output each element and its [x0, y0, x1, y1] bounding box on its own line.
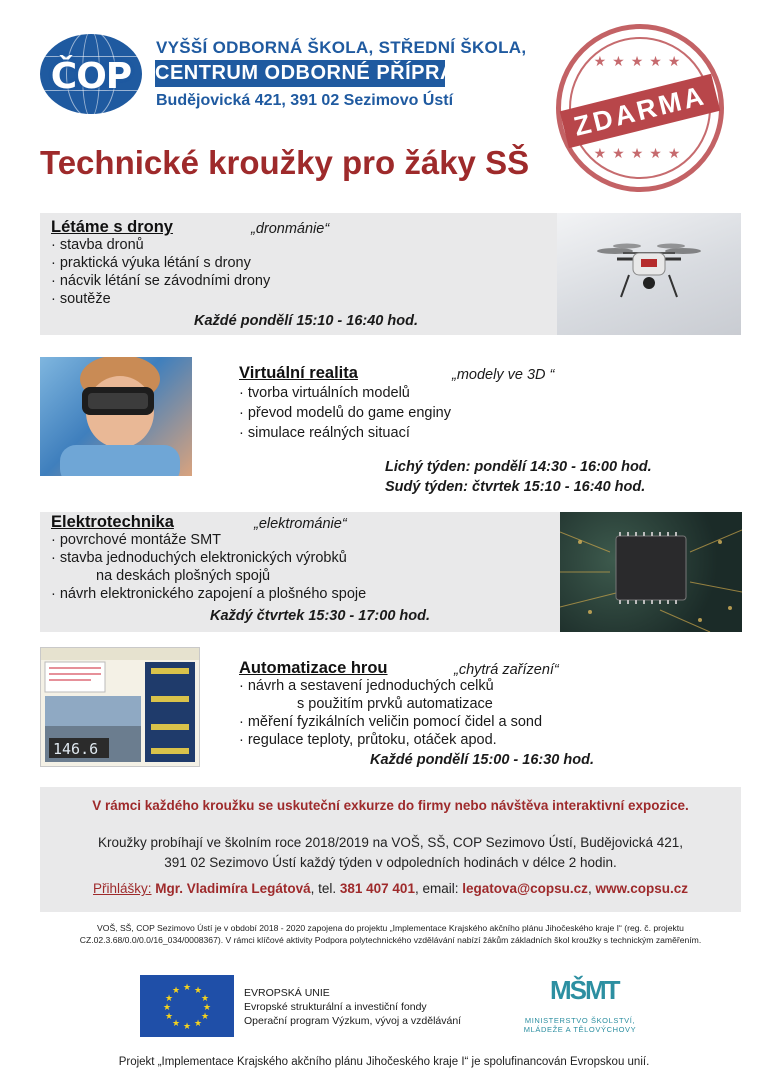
schedule-note: [40, 833, 741, 873]
contact-email-link[interactable]: legatova@copsu.cz: [462, 881, 588, 896]
email-label: , email:: [414, 881, 459, 896]
activity-nickname: „elektrománie“: [254, 516, 347, 532]
project-note: [40, 922, 741, 946]
list-item: · stavba jednoduchých elektronických výrobků: [51, 550, 347, 566]
list-item: · povrchové montáže SMT: [51, 532, 222, 548]
list-item: · stavba dronů: [51, 237, 144, 253]
school-address: Budějovická 421, 391 02 Sezimovo Ústí: [156, 92, 454, 109]
list-item: · převod modelů do game enginy: [239, 405, 451, 421]
contact-phone: 381 407 401: [339, 881, 415, 896]
svg-text:★: ★: [164, 994, 174, 1004]
list-item: · tvorba virtuálních modelů: [239, 385, 410, 401]
chip-photo: [560, 512, 742, 632]
stamp-stars-icon: ★★★★★: [593, 54, 687, 70]
automation-screen-photo: [40, 647, 200, 767]
list-item: · návrh a sestavení jednoduchých celků: [239, 678, 494, 694]
eu-flag-icon: [140, 975, 234, 1037]
activity-electronics: [51, 513, 556, 629]
list-item: · měření fyzikálních veličin pomocí čidel a sond: [239, 714, 543, 730]
cop-logo: [40, 34, 142, 114]
svg-text:★: ★: [171, 1019, 181, 1029]
activity-drones: [51, 218, 551, 330]
list-item: · regulace teploty, průtoku, otáček apod.: [239, 732, 497, 748]
svg-text:★: ★: [202, 1003, 212, 1013]
list-item: · praktická výuka létání s drony: [51, 255, 251, 271]
msmt-line1: MINISTERSTVO ŠKOLSTVÍ,: [524, 1016, 636, 1025]
page-title: Technické kroužky pro žáky SŠ: [40, 144, 530, 181]
eu-line2: Evropské strukturální a investiční fondy: [244, 1001, 427, 1013]
activity-time-odd: Lichý týden: pondělí 14:30 - 16:00 hod.: [385, 459, 652, 475]
project-note-line2: CZ.02.3.68/0.0/0.0/16_034/0008367). V rámci klíčové aktivity Podpora polytechnického vzdělávání nabízí žákům základních škol kroužky s technickým zaměřením.: [79, 935, 702, 945]
free-stamp: [556, 24, 724, 192]
signup-contact: Přihlášky: Mgr. Vladimíra Legátová, tel. 381 407 401, email: legatova@copsu.cz, www.copsu.cz: [93, 881, 688, 896]
svg-text:★: ★: [171, 986, 181, 996]
vr-photo: [40, 357, 192, 476]
svg-text:★: ★: [182, 1022, 192, 1032]
list-item: · soutěže: [51, 291, 111, 307]
activity-time: Každé pondělí 15:10 - 16:40 hod.: [194, 313, 418, 329]
contact-name: Mgr. Vladimíra Legátová: [155, 881, 311, 896]
activity-title: Virtuální realita: [239, 364, 358, 382]
logo-text: ČOP: [50, 56, 132, 97]
stamp-label: ZDARMA: [560, 74, 721, 149]
activity-time-even: Sudý týden: čtvrtek 15:10 - 16:40 hod.: [385, 479, 646, 495]
stamp-stars-bottom-icon: ★★★★★: [593, 146, 687, 162]
svg-text:★: ★: [162, 1003, 172, 1013]
list-item: · návrh elektronického zapojení a plošného spoje: [51, 586, 367, 602]
svg-text:★: ★: [193, 986, 203, 996]
activity-nickname: „modely ve 3D “: [452, 367, 555, 383]
svg-text:★: ★: [200, 1012, 210, 1022]
cofinancing-note: Projekt „Implementace Krajského akčního plánu Jihočeského kraje I“ je spolufinancován Evropskou unií.: [118, 1056, 650, 1068]
info-box: [40, 787, 741, 912]
eu-line3: Operační program Výzkum, vývoj a vzdělávání: [244, 1015, 462, 1027]
svg-text:★: ★: [164, 1012, 174, 1022]
project-note-line1: VOŠ, SŠ, COP Sezimovo Ústí je v období 2018 - 2020 zapojena do projektu „Implementace Krajského akčního plánu Jihočeského kraje I“ (reg. č. projektu: [97, 923, 684, 933]
list-item: · simulace reálných situací: [239, 425, 410, 441]
plc-display-value: 146.6: [53, 740, 99, 758]
eu-line1: EVROPSKÁ UNIE: [244, 987, 330, 999]
list-item-continued: s použitím prvků automatizace: [297, 696, 493, 712]
eu-funds-text: [244, 986, 461, 1028]
drone-photo: [557, 213, 741, 335]
activity-title: Automatizace hrou: [239, 659, 388, 677]
msmt-line2: MLÁDEŽE A TĚLOVÝCHOVY: [523, 1025, 637, 1034]
activity-time: Každý čtvrtek 15:30 - 17:00 hod.: [210, 608, 431, 624]
activity-title: Elektrotechnika: [51, 513, 174, 531]
activity-nickname: „chytrá zařízení“: [454, 662, 559, 678]
list-item: · nácvik létání se závodními drony: [51, 273, 271, 289]
activity-time: Každé pondělí 15:00 - 16:30 hod.: [370, 752, 594, 768]
activity-vr: [239, 364, 719, 498]
activity-title: Létáme s drony: [51, 218, 173, 236]
activity-nickname: „dronmánie“: [251, 221, 330, 237]
svg-text:★: ★: [193, 1019, 203, 1029]
signup-label: Přihlášky:: [93, 881, 152, 896]
msmt-label: [520, 1016, 640, 1034]
excursion-note: V rámci každého kroužku se uskuteční exkurze do firmy nebo návštěva interaktivní expozice.: [92, 798, 689, 813]
schedule-line2: 391 02 Sezimovo Ústí každý týden v odpoledních hodinách v délce 2 hodin.: [164, 855, 617, 870]
school-name-line2: CENTRUM ODBORNÉ PŘÍPRAVY: [155, 60, 445, 87]
website-link[interactable]: www.copsu.cz: [595, 881, 688, 896]
activity-automation: [239, 659, 719, 771]
svg-text:★: ★: [200, 994, 210, 1004]
msmt-mark-icon: MŠMT: [550, 975, 619, 1005]
msmt-logo: [520, 970, 640, 1032]
tel-label: , tel.: [310, 881, 337, 896]
school-name-line1: VYŠŠÍ ODBORNÁ ŠKOLA, STŘEDNÍ ŠKOLA,: [156, 38, 527, 57]
svg-text:★: ★: [182, 983, 192, 993]
list-item-continued: na deskách plošných spojů: [96, 568, 271, 584]
schedule-line1: Kroužky probíhají ve školním roce 2018/2019 na VOŠ, SŠ, COP Sezimovo Ústí, Budějovická 421,: [97, 835, 684, 850]
